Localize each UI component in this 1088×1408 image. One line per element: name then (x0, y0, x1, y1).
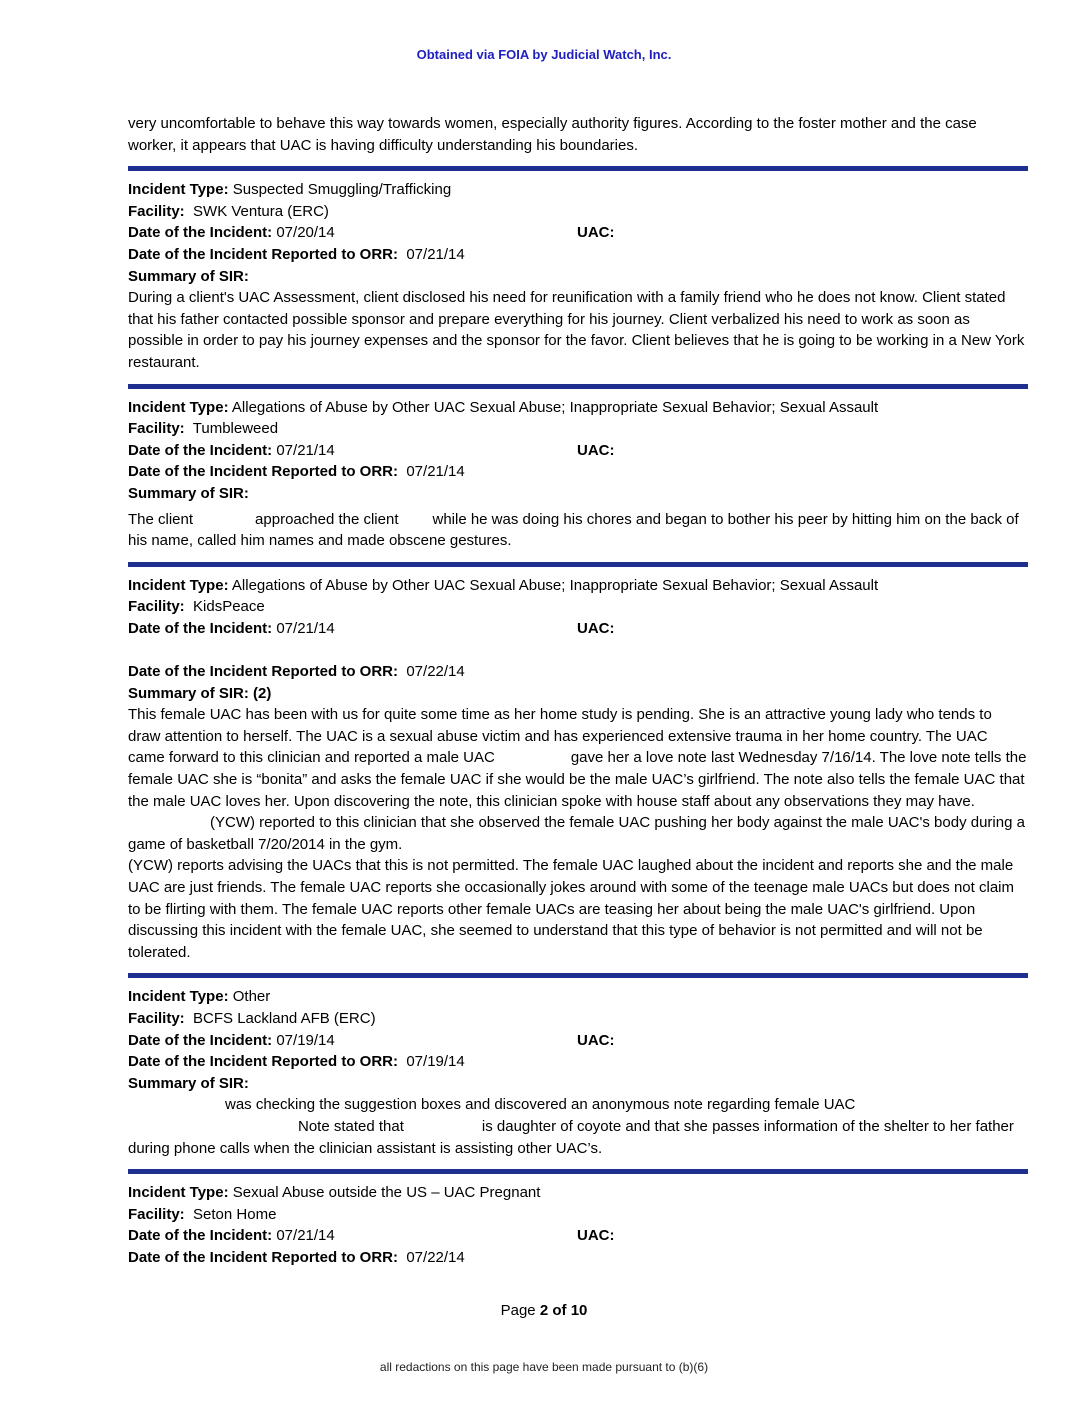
summary-part: (YCW) reports advising the UACs that this is not permitted. The female UAC laughed about the incident and reports she and the male UAC are just friends. The female UAC reports she occasionally jokes around with some of the teenage male UACs but does not claim to be flirting with them. The female UAC reports other female UACs are teasing her about being the male UAC's girlfriend. Upon discussing this incident with the female UAC, she seemed to understand that this type of behavior is not permitted and will not be tolerated. (128, 857, 1014, 961)
facility-value: BCFS Lackland AFB (ERC) (193, 1009, 376, 1027)
summary-part: was checking the suggestion boxes and discovered an anonymous note regarding female UAC (225, 1096, 856, 1114)
section-divider (128, 562, 1028, 567)
incident-date-label: Date of the Incident: (128, 619, 273, 637)
incident-date-value: 07/21/14 (276, 1227, 335, 1245)
reported-date-label: Date of the Incident Reported to ORR: (128, 663, 398, 681)
summary-text: During a client's UAC Assessment, client disclosed his need for reunification with a family friend who he does not know. Client stated that his father contacted possible sponsor and prepare everything for his journey. Client verbalized his need to work as soon as possible in order to pay his journey expenses and the sponsor for the favor. Client believes that he is going to be working in a New York restaurant. (128, 289, 1025, 371)
incident-date-value: 07/20/14 (276, 224, 335, 242)
summary-part: The client (128, 510, 194, 528)
incident-date-label: Date of the Incident: (128, 224, 273, 242)
page-total: 10 (570, 1302, 588, 1319)
summary-part: Note stated that (298, 1117, 404, 1135)
incident-type-value: Other (232, 988, 271, 1006)
summary-part: while he was doing his chores and began to bother his peer by hitting him on the back of his name, called him names and made obscene gestures. (128, 510, 1019, 550)
summary-part: gave her a love note last Wednesday 7/16/14. The love note tells the female UAC she is “bonita” and asks the female UAC if she would be the male UAC’s girlfriend. The note also tells the female UAC that the male UAC loves her. Upon discovering the note, this clinician spoke with house staff about any observations they may have. (128, 749, 1027, 810)
incident-record (128, 179, 1028, 373)
incident-type-value: Suspected Smuggling/Trafficking (232, 181, 452, 199)
incident-record (128, 397, 1028, 552)
summary-label: Summary of SIR: (128, 484, 249, 502)
incident-type-label: Incident Type: (128, 1184, 229, 1202)
document-body (128, 113, 1028, 1269)
incident-type-label: Incident Type: (128, 576, 229, 594)
reported-date-value: 07/22/14 (406, 1248, 465, 1266)
section-divider (128, 973, 1028, 978)
facility-value: Tumbleweed (192, 420, 279, 438)
summary-label: Summary of SIR: (128, 267, 249, 285)
incident-type-value: Sexual Abuse outside the US – UAC Pregnant (232, 1184, 541, 1202)
uac-label: UAC: (577, 441, 615, 459)
summary-text (128, 509, 1028, 552)
uac-label: UAC: (577, 619, 615, 637)
incident-record (128, 986, 1028, 1159)
facility-label: Facility: (128, 1205, 185, 1223)
page-of: of (552, 1302, 567, 1319)
reported-date-value: 07/22/14 (406, 663, 465, 681)
summary-part: This female UAC has been with us for quite some time as her home study is pending. She is an attractive young lady who tends to draw attention to herself. The UAC is a sexual abuse victim and has experienced extensive trauma in her home country. The UAC came forward to this clinician and reported a male UAC (128, 706, 992, 767)
uac-label: UAC: (577, 224, 615, 242)
facility-value: Seton Home (193, 1205, 277, 1223)
uac-label: UAC: (577, 1031, 615, 1049)
reported-date-value: 07/21/14 (406, 463, 465, 481)
reported-date-value: 07/19/14 (406, 1053, 465, 1071)
page-number (0, 1302, 1088, 1319)
reported-date-label: Date of the Incident Reported to ORR: (128, 245, 398, 263)
incident-date-label: Date of the Incident: (128, 1227, 273, 1245)
facility-value: SWK Ventura (ERC) (193, 202, 329, 220)
section-divider (128, 166, 1028, 171)
redaction-note: all redactions on this page have been made pursuant to (b)(6) (379, 1360, 709, 1374)
uac-label: UAC: (577, 1227, 615, 1245)
incident-type-label: Incident Type: (128, 398, 229, 416)
reported-date-label: Date of the Incident Reported to ORR: (128, 1053, 398, 1071)
reported-date-value: 07/21/14 (406, 245, 465, 263)
incident-date-label: Date of the Incident: (128, 441, 273, 459)
section-divider (128, 1169, 1028, 1174)
page-current: 2 (539, 1302, 549, 1319)
summary-part: (YCW) reported to this clinician that she observed the female UAC pushing her body against the male UAC's body during a game of basketball 7/20/2014 in the gym. (128, 814, 1025, 853)
facility-label: Facility: (128, 598, 185, 616)
incident-record (128, 1182, 1028, 1268)
intro-paragraph: very uncomfortable to behave this way towards women, especially authority figures. According to the foster mother and the case worker, it appears that UAC is having difficulty understanding his boundaries. (128, 115, 977, 154)
facility-label: Facility: (128, 1009, 185, 1027)
incident-type-value: Allegations of Abuse by Other UAC Sexual Abuse; Inappropriate Sexual Behavior; Sexual Assault (231, 398, 879, 416)
summary-part: is daughter of coyote and that she passes information of the shelter to her father during phone calls when the clinician assistant is assisting other UAC’s. (128, 1117, 1014, 1157)
summary-part: approached the client (255, 510, 399, 528)
reported-date-label: Date of the Incident Reported to ORR: (128, 463, 398, 481)
summary-text (128, 1094, 1028, 1159)
page-prefix: Page (500, 1302, 536, 1319)
incident-type-label: Incident Type: (128, 181, 229, 199)
facility-value: KidsPeace (193, 598, 265, 616)
foia-notice: Obtained via FOIA by Judicial Watch, Inc. (416, 47, 672, 62)
summary-label: Summary of SIR: (128, 1074, 249, 1092)
incident-date-value: 07/21/14 (276, 441, 335, 459)
incident-record (128, 575, 1028, 964)
section-divider (128, 384, 1028, 389)
summary-label: Summary of SIR: (2) (128, 684, 272, 702)
summary-text (128, 704, 1028, 963)
incident-type-label: Incident Type: (128, 988, 229, 1006)
facility-label: Facility: (128, 420, 185, 438)
incident-date-value: 07/19/14 (276, 1031, 335, 1049)
incident-date-value: 07/21/14 (276, 619, 335, 637)
incident-type-value: Allegations of Abuse by Other UAC Sexual Abuse; Inappropriate Sexual Behavior; Sexual Assault (231, 576, 879, 594)
facility-label: Facility: (128, 202, 185, 220)
reported-date-label: Date of the Incident Reported to ORR: (128, 1248, 398, 1266)
incident-date-label: Date of the Incident: (128, 1031, 273, 1049)
